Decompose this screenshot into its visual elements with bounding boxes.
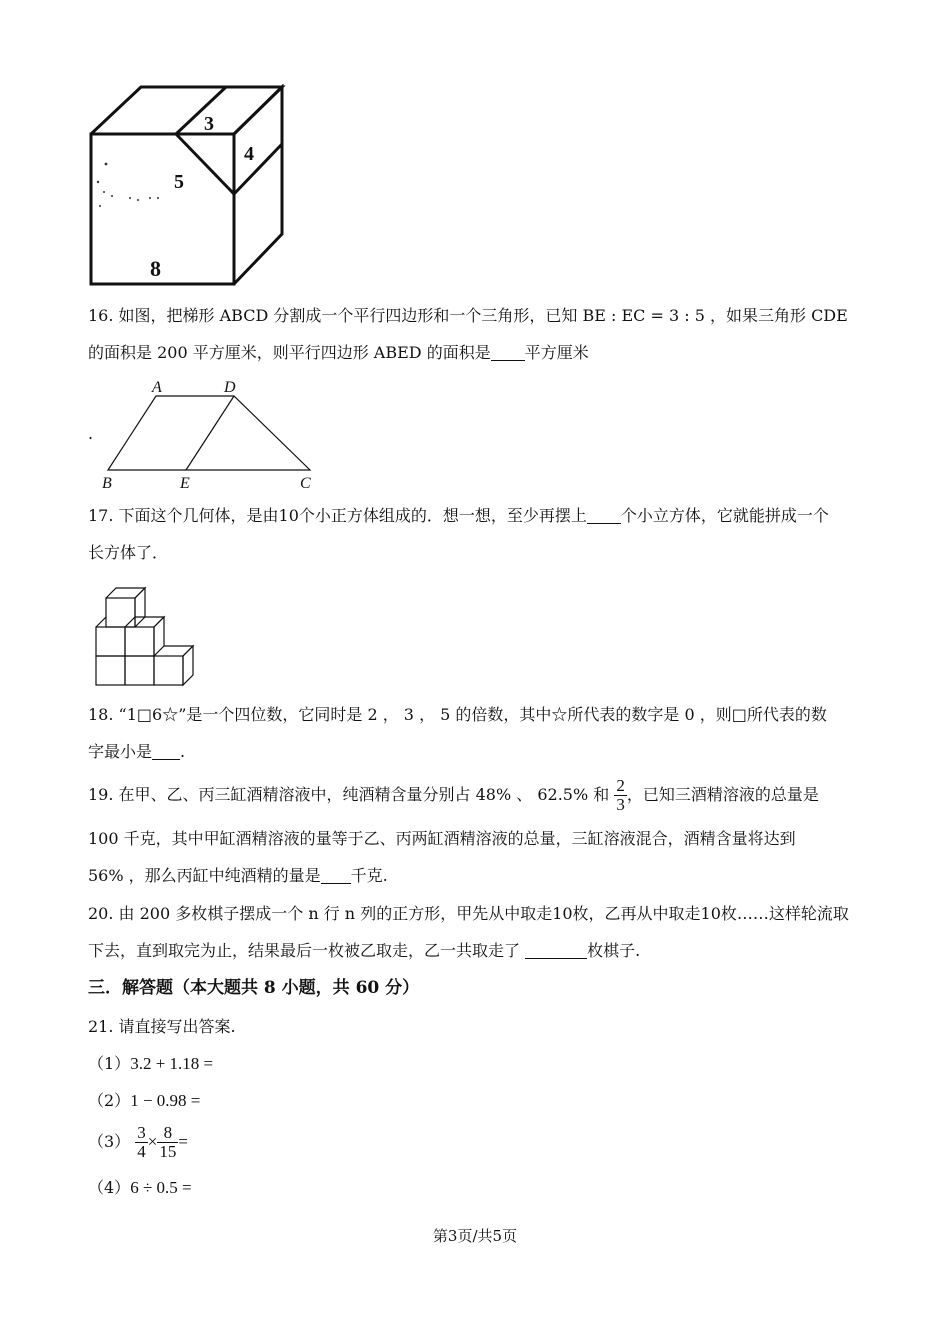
label-D: D — [224, 379, 236, 396]
page-footer: 第3页/共5页 — [432, 1227, 518, 1245]
label-B: B — [102, 475, 112, 492]
q18-line2-text-b: . — [180, 742, 186, 761]
q21-item-3-frac2-den: 15 — [159, 1142, 177, 1161]
q19-line1-text-b: ，已知三酒精溶液的总量是 — [626, 785, 819, 804]
label-A: A — [152, 379, 162, 396]
stacked-cubes-figure — [94, 580, 208, 688]
q21-item-3-frac1-den: 4 — [137, 1142, 146, 1161]
trapezoid-figure — [96, 376, 326, 492]
label-C: C — [300, 475, 311, 492]
q16-line2 — [88, 342, 589, 364]
q21-item-1 — [88, 1053, 213, 1075]
section3-heading: 三．解答题（本大题共 8 小题，共 60 分） — [88, 978, 420, 998]
q17-line1-text-b: 个小立方体，它就能拼成一个 — [620, 506, 829, 525]
q19-frac-num: 2 — [616, 776, 625, 795]
q21-item-2-label: （2） — [88, 1091, 131, 1110]
q21-title: 21. 请直接写出答案. — [88, 1017, 236, 1036]
q21-item-3-frac2 — [157, 1124, 178, 1161]
q18-line1: 18. “1□6☆”是一个四位数，它同时是 2 ， 3 ， 5 的倍数，其中☆所代表的数字是 0 ，则□所代表的数 — [88, 705, 827, 724]
q21-item-2 — [88, 1090, 200, 1112]
q21-item-3-frac2-num: 8 — [157, 1124, 178, 1143]
q16-line2-text-b: 平方厘米 — [524, 343, 589, 362]
q16-answer-blank[interactable] — [491, 344, 525, 361]
q19-frac-den: 3 — [616, 795, 625, 814]
q19-line3 — [88, 865, 388, 887]
q19-fraction — [614, 777, 627, 814]
q21-item-3-eq: = — [178, 1132, 188, 1151]
q17-answer-blank[interactable] — [587, 507, 621, 524]
q16-line1: 16. 如图，把梯形 ABCD 分割成一个平行四边形和一个三角形，已知 BE : EC = 3 : 5 ，如果三角形 CDE — [88, 306, 848, 325]
q16-line2-text-a: 的面积是 200 平方厘米，则平行四边形 ABED 的面积是 — [88, 343, 491, 362]
q21-item-4-label: （4） — [88, 1178, 131, 1197]
q21-item-1-label: （1） — [88, 1054, 131, 1073]
q21-item-3-op: × — [147, 1132, 158, 1151]
q19-answer-blank[interactable] — [321, 867, 351, 884]
q18-answer-blank[interactable] — [152, 743, 180, 760]
q20-line2 — [88, 940, 640, 962]
q21-item-4 — [88, 1177, 192, 1199]
q21-item-3 — [88, 1120, 188, 1164]
q18-line2 — [88, 741, 185, 763]
q19-line2: 100 千克，其中甲缸酒精溶液的量等于乙、丙两缸酒精溶液的总量，三缸溶液混合，酒精含量将达到 — [88, 829, 796, 848]
q18-line2-text-a: 字最小是 — [88, 742, 153, 761]
cube-label-5: 5 — [174, 171, 184, 193]
cube-label-4: 4 — [244, 143, 254, 165]
q19-line3-text-b: 千克. — [350, 866, 388, 885]
q21-item-2-expr: 1 − 0.98 = — [130, 1091, 201, 1110]
q20-line2-text-b: 枚棋子. — [587, 941, 641, 960]
q21-item-1-expr: 3.2 + 1.18 = — [130, 1054, 214, 1073]
cube-figure — [86, 84, 286, 288]
q19-line3-text-a: 56% ，那么丙缸中纯酒精的量是 — [88, 866, 321, 885]
cube-label-8: 8 — [150, 256, 161, 281]
q17-line2: 长方体了． — [88, 543, 169, 562]
q21-item-3-label: （3） — [88, 1132, 131, 1151]
q19-line1 — [88, 775, 819, 815]
q20-line1: 20. 由 200 多枚棋子摆成一个 n 行 n 列的正方形，甲先从中取走10枚，乙再从中取走10枚……这样轮流取 — [88, 904, 849, 923]
q17-line1-text-a: 17. 下面这个几何体，是由10个小正方体组成的．想一想，至少再摆上 — [88, 506, 587, 525]
q21-item-3-frac1-num: 3 — [137, 1123, 146, 1142]
q16-dot: . — [88, 424, 94, 443]
q21-item-4-expr: 6 ÷ 0.5 = — [130, 1178, 192, 1197]
q19-line1-text-a: 19. 在甲、乙、丙三缸酒精溶液中，纯酒精含量分别占 48% 、 62.5% 和 — [88, 785, 610, 804]
cube-label-3: 3 — [204, 113, 214, 135]
q20-answer-blank[interactable] — [525, 942, 587, 959]
q20-line2-text-a: 下去，直到取完为止，结果最后一枚被乙取走，乙一共取走了 — [88, 941, 521, 960]
label-E: E — [180, 475, 190, 492]
q21-item-3-frac1 — [135, 1124, 148, 1161]
q17-line1 — [88, 505, 829, 527]
